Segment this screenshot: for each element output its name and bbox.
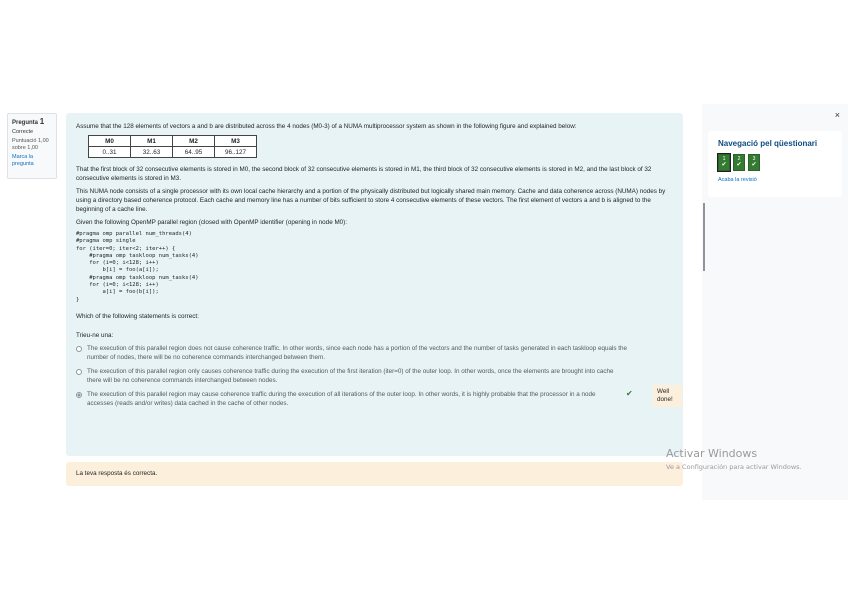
check-icon: ✔ <box>751 162 757 168</box>
outcome-box <box>66 462 683 486</box>
answer-option-1[interactable] <box>76 344 673 362</box>
question-paragraph-3: Given the following OpenMP parallel region (closed with OpenMP identifier (opening in node M0): <box>76 219 348 226</box>
question-button-1[interactable] <box>718 154 730 171</box>
answer-option-2[interactable] <box>76 367 673 385</box>
question-label: Pregunta <box>12 120 39 126</box>
question-buttons <box>718 154 832 171</box>
table-header: M3 <box>215 136 257 147</box>
question-button-number: 2 <box>737 156 741 162</box>
radio-button-selected[interactable] <box>76 392 82 398</box>
radio-button[interactable] <box>76 369 82 375</box>
question-button-number: 1 <box>722 156 726 162</box>
check-icon: ✔ <box>721 162 727 168</box>
table-cell: 32..63 <box>131 147 173 158</box>
flag-question-link[interactable]: Marca la pregunta <box>12 154 34 167</box>
table-cell: 64..95 <box>173 147 215 158</box>
answer-heading: Trieu-ne una: <box>76 331 114 339</box>
quiz-navigation-drawer <box>702 104 848 500</box>
question-text <box>66 113 683 456</box>
question-state: Correcte <box>12 129 34 135</box>
finish-review-link[interactable]: Acaba la revisió <box>718 177 757 183</box>
node-distribution-table <box>88 135 257 158</box>
check-icon: ✔ <box>626 388 633 398</box>
question-button-3[interactable] <box>748 154 760 171</box>
watermark-line-1: Activar Windows <box>666 447 758 460</box>
answer-option-text: The execution of this parallel region may cause coherence traffic during the execution of all iterations of the outer loop. In other words, it is highly probable that the processor in a node accesses (reads and/or writes) data cached in the cache of other nodes. <box>87 390 596 407</box>
quiz-navigation-title: Navegació pel qüestionari <box>718 139 818 148</box>
quiz-navigation-card <box>708 131 842 197</box>
scrollbar[interactable] <box>703 203 705 271</box>
answer-option-text: The execution of this parallel region does not cause coherence traffic. In other words, since each node has a portion of the vectors and the number of tasks generated in each taskloop equals the number of nodes, there will be no coherence commands interchanged between them. <box>87 344 628 361</box>
code-block: #pragma omp parallel num_threads(4) #pragma omp single for (iter=0; iter<2; iter++) { #pragma omp taskloop num_tasks(4) for (i=0; i<128; i++) b[i] = foo(a[i]); #pragma omp taskloop num_tasks(4) for (i=0; i<128; i++) a[i] = foo(b[i]); } <box>76 231 199 303</box>
close-icon[interactable]: × <box>834 110 840 120</box>
question-number-value: 1 <box>39 117 45 126</box>
table-header: M0 <box>89 136 131 147</box>
radio-button[interactable] <box>76 346 82 352</box>
question-grade: Puntuació 1,00 sobre 1,00 <box>12 138 49 151</box>
question-button-2[interactable] <box>733 154 745 171</box>
feedback-badge: Well done! <box>653 385 682 407</box>
answer-option-text: The execution of this parallel region only causes coherence traffic during the execution of the first iteration (iter=0) of the outer loop. In other words, once the elements are brought into cache there will be no coherence commands interchanged between nodes. <box>87 367 614 384</box>
answer-option-3[interactable] <box>76 387 673 408</box>
watermark-line-2: Ve a Configuración para activar Windows. <box>666 463 802 471</box>
table-header: M1 <box>131 136 173 147</box>
outcome-text: La teva resposta és correcta. <box>76 470 158 477</box>
table-header: M2 <box>173 136 215 147</box>
question-paragraph-2: This NUMA node consists of a single processor with its own local cache hierarchy and a portion of the physically distributed but logically shared main memory. Cache and data coherence across (NUMA) nodes by using a directory based coherence protocol. Each cache and memory line has a number of bits sufficient to store 4 consecutive elements of these vectors. The first element of vectors a and b is aligned to the beginning of a cache line. <box>76 188 666 213</box>
question-paragraph-1: That the first block of 32 consecutive elements is stored in M0, the second block of 32 consecutive elements is stored in M1, the third block of 32 consecutive elements is stored in M2, and the last block of 32 consecutive elements is stored in M3. <box>76 166 652 182</box>
windows-activation-watermark <box>666 447 802 471</box>
table-cell: 96..127 <box>215 147 257 158</box>
question-prompt: Which of the following statements is correct: <box>76 312 199 320</box>
question-intro: Assume that the 128 elements of vectors a and b are distributed across the 4 nodes (M0-3) of a NUMA multiprocessor system as shown in the following figure and explained below: <box>76 123 577 130</box>
question-info <box>7 113 57 179</box>
question-button-number: 3 <box>752 156 756 162</box>
question-number <box>12 118 52 127</box>
check-icon: ✔ <box>736 162 742 168</box>
table-cell: 0..31 <box>89 147 131 158</box>
